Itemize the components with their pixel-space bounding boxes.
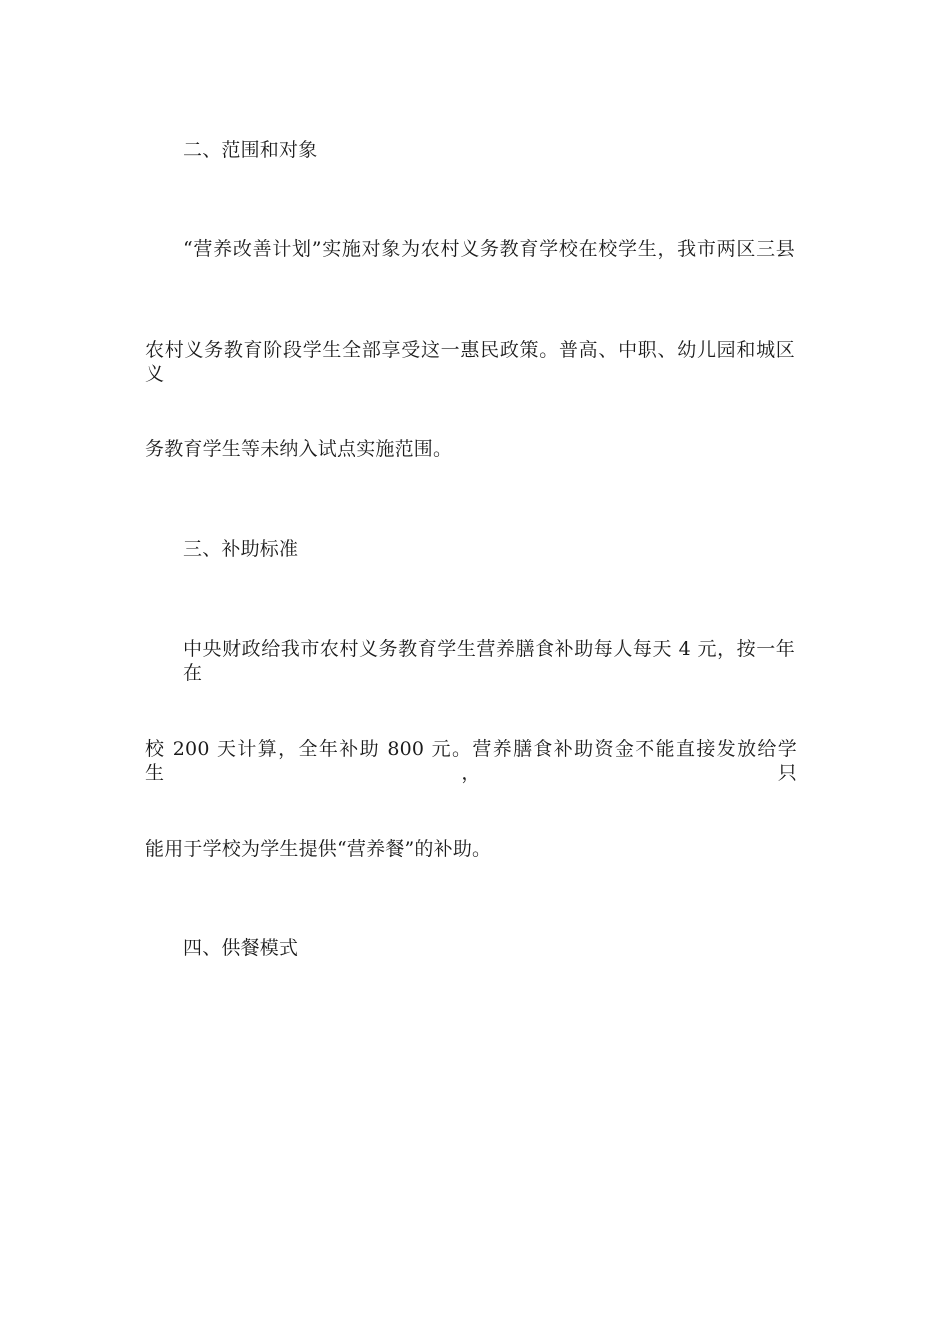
paragraph-line: 农村义务教育阶段学生全部享受这一惠民政策。普高、中职、幼儿园和城区义 (145, 339, 795, 385)
paragraph-line: 务教育学生等未纳入试点实施范围。 (145, 438, 453, 460)
section-heading-scope: 二、范围和对象 (183, 139, 318, 161)
paragraph-line: “营养改善计划”实施对象为农村义务教育学校在校学生，我市两区三县 (183, 238, 795, 260)
paragraph-line: 中央财政给我市农村义务教育学生营养膳食补助每人每天 4 元，按一年在 (183, 638, 795, 684)
paragraph-line: 校 200 天计算，全年补助 800 元。营养膳食补助资金不能直接发放给学生，只 (145, 738, 797, 784)
section-heading-subsidy: 三、补助标准 (183, 538, 299, 560)
section-heading-meal-mode: 四、供餐模式 (183, 937, 299, 959)
paragraph-line: 能用于学校为学生提供“营养餐”的补助。 (145, 838, 492, 860)
